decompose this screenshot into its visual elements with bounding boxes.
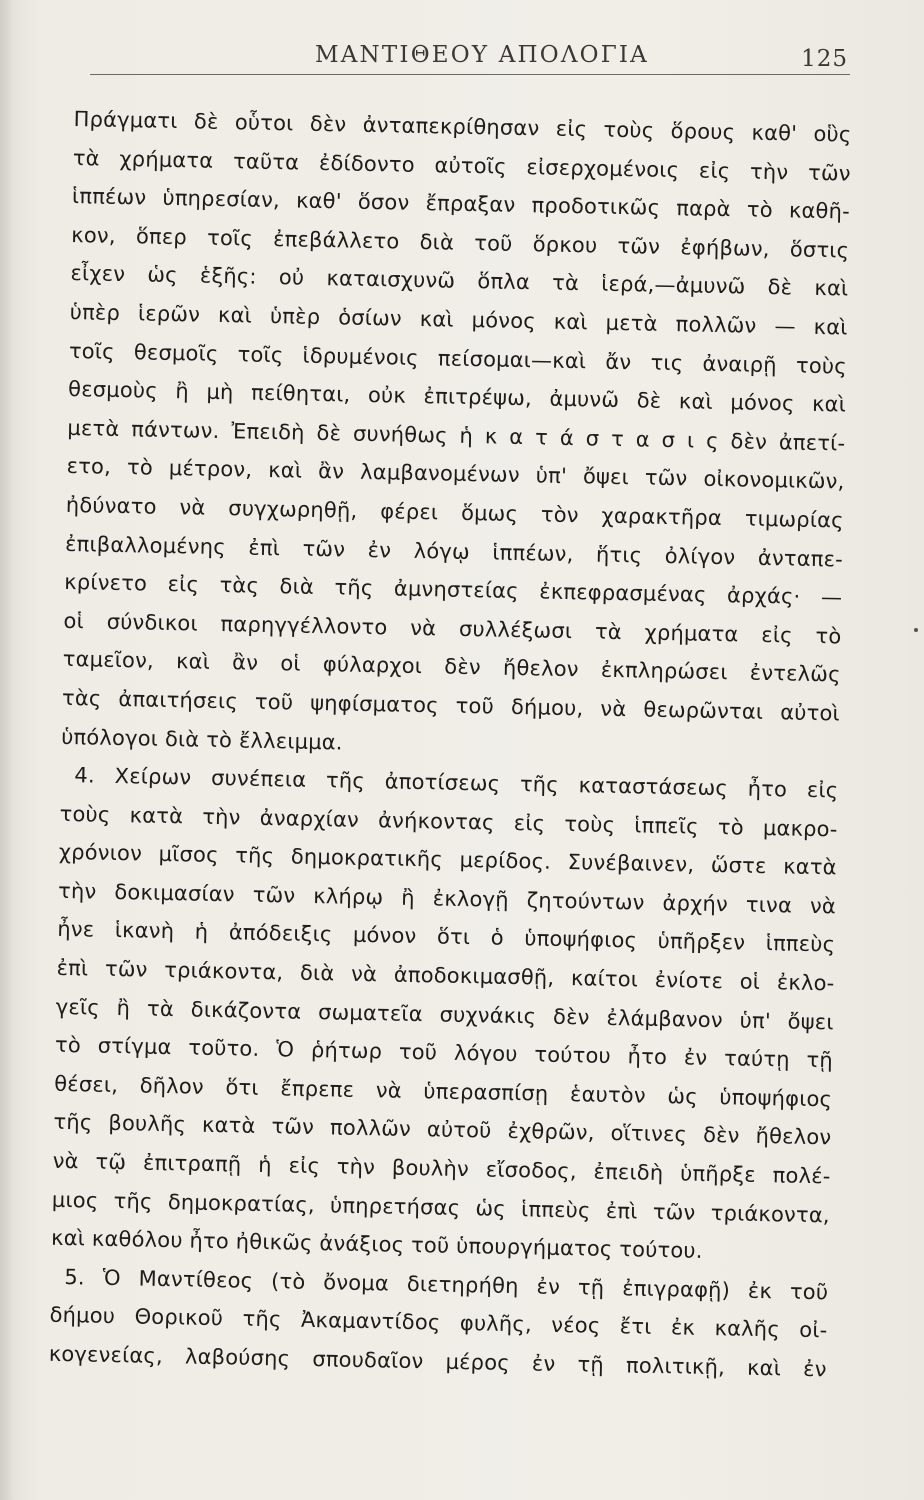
text-line: ἠδύνατο νὰ συγχωρηθῇ, φέρει ὅμως τὸν χαρακτῆρα τιμωρίας: [65, 492, 844, 533]
text-line: τὴν δοκιμασίαν τῶν κλήρῳ ἢ ἐκλογῇ ζητούντων ἀρχήν τινα νὰ: [57, 878, 837, 919]
text-line: τοὺς κατὰ τὴν ἀναρχίαν ἀνήκοντας εἰς τοὺς ἱππεῖς τὸ μακρο-: [59, 801, 838, 842]
header-rule: [90, 74, 850, 75]
body-text: [48, 100, 851, 1389]
text-line: τὰ χρήματα ταῦτα ἐδίδοντο αὐτοῖς εἰσερχομένοις εἰς τὴν τῶν: [72, 145, 851, 186]
text-line: μιος τῆς δημοκρατίας, ὑπηρετήσας ὡς ἱππεὺς ἐπὶ τῶν τριάκοντα,: [51, 1187, 831, 1228]
text-line: οἱ σύνδικοι παρηγγέλλοντο νὰ συλλέξωσι τὰ χρήματα εἰς τὸ: [63, 608, 842, 649]
text-line: θεσμοὺς ἢ μὴ πείθηται, οὐκ ἐπιτρέψω, ἀμυνῶ δὲ καὶ μόνος καὶ: [67, 377, 847, 417]
text-line: ἐπὶ τῶν τριάκοντα, διὰ νὰ ἀποδοκιμασθῇ, καίτοι ἐνίοτε οἱ ἐκλο-: [56, 955, 835, 996]
text-line: δήμου Θορικοῦ τῆς Ἀκαμαντίδος φυλῆς, νέος ἔτι ἐκ καλῆς οἰ-: [49, 1303, 828, 1343]
text-line: εἶχεν ὡς ἑξῆς: οὐ καταισχυνῶ ὅπλα τὰ ἱερά,—ἀμυνῶ δὲ καὶ: [70, 261, 849, 301]
text-line: νὰ τῷ ἐπιτραπῇ ἡ εἰς τὴν βουλὴν εἴσοδος, ἐπειδὴ ὑπῆρξε πολέ-: [52, 1148, 831, 1189]
text-line: τὸ στίγμα τοῦτο. Ὁ ῥήτωρ τοῦ λόγου τούτου ἦτο ἐν ταύτῃ τῇ: [54, 1033, 834, 1073]
page-number: 125: [801, 46, 848, 72]
text-line: χρόνιον μῖσος τῆς δημοκρατικῆς μερίδος. Συνέβαινεν, ὥστε κατὰ: [58, 840, 837, 880]
paper-speck: [914, 628, 918, 632]
text-line: ταμεῖον, καὶ ἂν οἱ φύλαρχοι δὲν ἤθελον ἐκπληρώσει ἐντελῶς: [62, 647, 841, 687]
text-line: Πράγματι δὲ οὗτοι δὲν ἀνταπεκρίθησαν εἰς τοὺς ὅρους καθ' οὓς: [73, 106, 852, 147]
text-line: γεῖς ἢ τὰ δικάζοντα σωματεῖα συχνάκις δὲν ἐλάμβανον ὑπ' ὄψει: [55, 994, 834, 1035]
text-line: θέσει, δῆλον ὅτι ἔπρεπε νὰ ὑπερασπίσῃ ἑαυτὸν ὡς ὑποψήφιος: [54, 1071, 833, 1112]
text-line: καὶ καθόλου ἦτο ἠθικῶς ἀνάξιος τοῦ ὑπουργήματος τούτου.: [50, 1225, 703, 1264]
text-line: ἦνε ἱκανὴ ἡ ἀπόδειξις μόνον ὅτι ὁ ὑποψήφιος ὑπῆρξεν ἱππεὺς: [57, 917, 836, 957]
text-line: κον, ὅπερ τοῖς ἐπεβάλλετο διὰ τοῦ ὅρκου τῶν ἐφήβων, ὅστις: [71, 222, 850, 263]
text-line: ὑπὲρ ἱερῶν καὶ ὑπὲρ ὁσίων καὶ μόνος καὶ μετὰ πολλῶν — καὶ: [69, 299, 848, 340]
text-line: ετο, τὸ μέτρον, καὶ ἂν λαμβανομένων ὑπ' ὄψει τῶν οἰκονομικῶν,: [66, 454, 845, 494]
text-line: ἱππέων ὑπηρεσίαν, καθ' ὅσον ἔπραξαν προδοτικῶς παρὰ τὸ καθῆ-: [71, 184, 851, 224]
text-line: ἐπιβαλλομένης ἐπὶ τῶν ἐν λόγῳ ἱππέων, ἥτις ὀλίγον ἀνταπε-: [64, 531, 844, 572]
text-line: μετὰ πάντων. Ἐπειδὴ δὲ συνήθως ἡ κ α τ ά σ τ α σ ι ς δὲν ἀπετί-: [67, 415, 846, 456]
text-line: τῆς βουλῆς κατὰ τῶν πολλῶν αὐτοῦ ἐχθρῶν, οἵτινες δὲν ἤθελον: [53, 1110, 832, 1150]
text-line: κογενείας, λαβούσης σπουδαῖον μέρος ἐν τῇ πολιτικῇ, καὶ ἐν: [48, 1341, 827, 1382]
text-line: κρίνετο εἰς τὰς διὰ τῆς ἀμνηστείας ἐκπεφρασμένας ἀρχάς· —: [64, 570, 843, 610]
paragraph-5-start: 5. Ὁ Μαντίθεος (τὸ ὄνομα διετηρήθη ἐν τῇ ἐπιγραφῇ) ἐκ τοῦ: [64, 1264, 829, 1305]
text-line: ὑπόλογοι διὰ τὸ ἔλλειμμα.: [60, 724, 343, 755]
text-line: τὰς ἀπαιτήσεις τοῦ ψηφίσματος τοῦ δήμου, νὰ θεωρῶνται αὐτοὶ: [61, 685, 841, 726]
text-line: τοῖς θεσμοῖς τοῖς ἱδρυμένοις πείσομαι—καὶ ἄν τις ἀναιρῇ τοὺς: [68, 338, 848, 379]
paragraph-4-start: 4. Χείρων συνέπεια τῆς ἀποτίσεως τῆς καταστάσεως ἦτο εἰς: [74, 763, 839, 803]
running-title: ΜΑΝΤΙΘΕΟΥ ΑΠΟΛΟΓΙΑ: [315, 42, 649, 68]
running-header: [90, 38, 850, 78]
